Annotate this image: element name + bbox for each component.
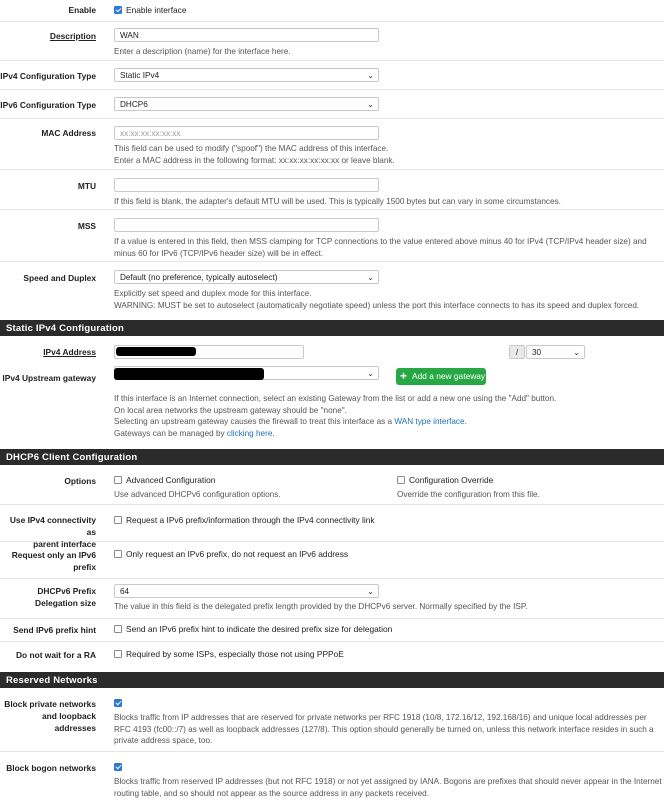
add-new-gateway-button[interactable]	[396, 368, 486, 385]
no-ra-row	[0, 642, 664, 668]
ipv4-type-label: IPv4 Configuration Type	[0, 71, 96, 81]
enable-interface-checkbox[interactable]	[114, 6, 122, 14]
gateway-help-line4	[114, 428, 556, 440]
static-ipv4-header: Static IPv4 Configuration	[0, 320, 664, 336]
prefix-size-label-line1: DHCPv6 Prefix	[37, 586, 96, 596]
chevron-down-icon: ⌄	[367, 100, 374, 109]
reserved-networks-header: Reserved Networks	[0, 672, 664, 688]
prefix-size-select[interactable]	[114, 584, 379, 598]
configuration-override-checkbox[interactable]	[397, 476, 405, 484]
gateway-help-line3-pre: Selecting an upstream gateway causes the firewall to treat this interface as a	[114, 417, 395, 426]
advanced-configuration-checkbox[interactable]	[114, 476, 122, 484]
prefix-hint-row	[0, 619, 664, 642]
cidr-slash: /	[509, 345, 525, 359]
gateway-help-line4-pre: Gateways can be managed by	[114, 428, 227, 438]
ipv4-type-row	[0, 61, 664, 90]
ipv4-address-label: IPv4 Address	[43, 347, 96, 357]
speed-help	[114, 288, 639, 311]
ipv6-type-select[interactable]	[114, 97, 379, 111]
mtu-row	[0, 170, 664, 210]
speed-select[interactable]	[114, 270, 379, 284]
description-row	[0, 22, 664, 61]
gateway-help-line1: If this interface is an Internet connection, select an existing Gateway from the list or add a new one using the "Add" button.	[114, 394, 557, 403]
redacted-gateway-name	[114, 368, 264, 380]
configuration-override-help: Override the configuration from this file.	[397, 490, 540, 499]
mss-help	[114, 236, 647, 259]
mac-input[interactable]: xx:xx:xx:xx:xx:xx	[114, 126, 379, 140]
block-private-label-line1: Block private networks	[4, 699, 96, 709]
mss-label: MSS	[77, 221, 96, 231]
wan-type-interface-link[interactable]: WAN type interface	[394, 417, 465, 426]
prefix-size-value: 64	[120, 587, 130, 596]
ipv6-type-value: DHCP6	[120, 100, 148, 109]
use-ipv4-label-line1: Use IPv4 connectivity as	[9, 515, 96, 537]
prefix-size-help: The value in this field is the delegated prefix length provided by the DHCPv6 server. Normally specified by the ISP.	[114, 602, 528, 611]
ipv4-address-row	[0, 336, 664, 364]
prefix-size-label	[35, 585, 96, 609]
dhcp6-options-row	[0, 465, 664, 505]
mss-row	[0, 210, 664, 262]
redacted-ipv4-address	[116, 347, 196, 356]
request-only-label-line2: prefix	[73, 562, 96, 572]
request-only-label-line1: Request only an IPv6	[11, 550, 96, 560]
block-bogon-help-line2: routing table, and so should not appear as the source address in any packets received.	[114, 788, 429, 798]
block-private-help-line1: Blocks traffic from IP addresses that are reserved for private networks per RFC 1918 (10/8, 172.16/12, 192.168/16) and unique local addresses per	[114, 713, 647, 722]
use-ipv4-label-line2: parent interface	[33, 539, 96, 549]
block-private-checkbox[interactable]	[114, 699, 122, 707]
gateway-help-line4-post: .	[272, 428, 275, 438]
description-input[interactable]: WAN	[114, 28, 379, 42]
chevron-down-icon: ⌄	[367, 71, 374, 80]
prefix-size-row	[0, 579, 664, 619]
chevron-down-icon: ⌄	[367, 587, 374, 596]
ipv4-type-value: Static IPv4	[120, 71, 160, 80]
use-ipv4-text: Request a IPv6 prefix/information through the IPv4 connectivity link	[126, 515, 375, 525]
block-bogon-help-line1: Blocks traffic from reserved IP addresses (but not RFC 1918) or not yet assigned by IANA. Bogons are prefixes that should never appear in the Internet	[114, 777, 662, 786]
request-only-row	[0, 542, 664, 579]
block-private-help-line2: RFC 4193 (fc00::/7) as well as loopback addresses (127/8). This option should generally be turned on, unless this network interface resides in such a	[114, 724, 654, 734]
block-bogon-row	[0, 752, 664, 800]
use-ipv4-checkbox[interactable]	[114, 516, 122, 524]
plus-icon: +	[400, 369, 408, 383]
block-private-help	[114, 712, 654, 747]
ipv4-type-select[interactable]	[114, 68, 379, 82]
configuration-override-text: Configuration Override	[409, 475, 494, 485]
enable-row	[0, 0, 664, 22]
description-label: Description	[49, 31, 96, 41]
gateway-help-line3	[114, 416, 556, 428]
request-only-label	[12, 549, 96, 573]
ipv6-type-label: IPv6 Configuration Type	[0, 100, 96, 110]
mss-input[interactable]	[114, 218, 379, 232]
ipv4-gateway-label: IPv4 Upstream gateway	[2, 373, 96, 383]
no-ra-checkbox[interactable]	[114, 650, 122, 658]
gateway-help-line3-post: .	[464, 417, 467, 426]
clicking-here-link[interactable]: clicking here	[226, 428, 273, 438]
block-private-label-line2: and loopback addresses	[42, 711, 96, 733]
block-private-help-line3: private address space, too.	[114, 736, 213, 745]
mac-help-line1: This field can be used to modify ("spoof") the MAC address of this interface.	[114, 144, 389, 153]
mtu-help: If this field is blank, the adapter's default MTU will be used. This is typically 1500 bytes but can vary in some circumstances.	[114, 197, 561, 206]
cidr-value: 30	[532, 348, 542, 357]
prefix-hint-text: Send an IPv6 prefix hint to indicate the desired prefix size for delegation	[126, 624, 393, 634]
block-private-row	[0, 688, 664, 752]
chevron-down-icon: ⌄	[573, 348, 580, 357]
prefix-hint-label: Send IPv6 prefix hint	[13, 625, 96, 635]
speed-value: Default (no preference, typically autoselect)	[120, 273, 278, 282]
options-label: Options	[64, 476, 96, 486]
prefix-size-label-line2: Delegation size	[35, 598, 96, 608]
enable-label: Enable	[68, 5, 96, 15]
block-bogon-help	[114, 776, 662, 799]
block-private-label	[0, 698, 96, 734]
mss-help-line1: If a value is entered in this field, then MSS clamping for TCP connections to the value entered above minus 40 for IPv4 (TCP/IPv4 header size) and	[114, 237, 647, 246]
advanced-configuration-help: Use advanced DHCPv6 configuration options.	[114, 490, 281, 499]
speed-row	[0, 262, 664, 318]
advanced-configuration-text: Advanced Configuration	[126, 475, 216, 485]
request-only-text: Only request an IPv6 prefix, do not request an IPv6 address	[126, 549, 349, 559]
cidr-select[interactable]	[526, 345, 585, 359]
no-ra-label: Do not wait for a RA	[15, 650, 96, 660]
mac-label: MAC Address	[41, 128, 96, 138]
chevron-down-icon: ⌄	[367, 273, 374, 282]
no-ra-text: Required by some ISPs, especially those not using PPPoE	[126, 649, 344, 659]
ipv4-gateway-row	[0, 364, 664, 444]
enable-interface-text: Enable interface	[126, 5, 187, 15]
dhcp6-header: DHCP6 Client Configuration	[0, 449, 664, 465]
request-only-checkbox[interactable]	[114, 550, 122, 558]
speed-help-line1: Explicitly set speed and duplex mode for this interface.	[114, 289, 312, 298]
block-bogon-label: Block bogon networks	[6, 763, 96, 773]
speed-help-line2: WARNING: MUST be set to autoselect (automatically negotiate speed) unless the port this interface connects to has its speed and duplex forced.	[114, 300, 640, 310]
speed-label: Speed and Duplex	[23, 273, 96, 283]
add-new-gateway-label: Add a new gateway	[412, 371, 486, 381]
ipv6-type-row	[0, 90, 664, 119]
block-bogon-checkbox[interactable]	[114, 763, 122, 771]
mac-help-line2: Enter a MAC address in the following format: xx:xx:xx:xx:xx:xx or leave blank.	[114, 155, 395, 165]
gateway-help-line2: On local area networks the upstream gateway should be "none".	[114, 405, 347, 415]
prefix-hint-checkbox[interactable]	[114, 625, 122, 633]
ipv4-gateway-help	[114, 393, 556, 439]
description-help: Enter a description (name) for the interface here.	[114, 47, 291, 56]
mtu-input[interactable]	[114, 178, 379, 192]
mss-help-line2: minus 60 for IPv6 (TCP/IPv6 header size) will be in effect.	[114, 248, 324, 258]
chevron-down-icon: ⌄	[367, 369, 374, 378]
mac-row	[0, 119, 664, 170]
use-ipv4-row	[0, 505, 664, 549]
mac-help	[114, 143, 395, 166]
mtu-label: MTU	[77, 181, 96, 191]
